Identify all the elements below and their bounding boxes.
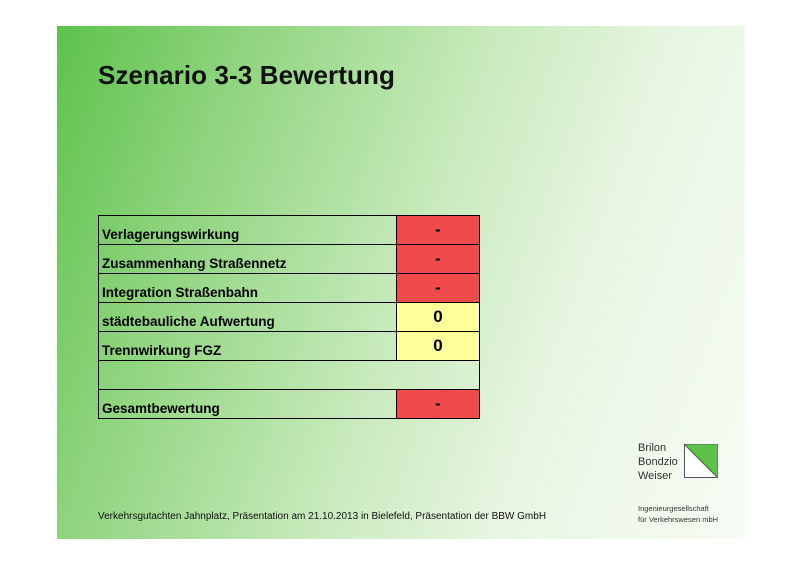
criterion-label: Trennwirkung FGZ (99, 332, 397, 361)
company-line: Ingenieurgesellschaft (638, 504, 709, 513)
total-rating: - (397, 390, 480, 419)
criterion-label: Verlagerungswirkung (99, 216, 397, 245)
criterion-label: städtebauliche Aufwertung (99, 303, 397, 332)
criterion-rating: - (397, 216, 480, 245)
table-row-spacer (99, 361, 480, 390)
criterion-label: Integration Straßenbahn (99, 274, 397, 303)
logo-line: Bondzio (638, 456, 678, 468)
table-row (99, 245, 480, 274)
company-logo-text (638, 441, 678, 483)
rating-table (98, 215, 480, 419)
criterion-rating: - (397, 274, 480, 303)
logo-line: Weiser (638, 470, 673, 482)
spacer-cell (99, 361, 480, 390)
table-row (99, 303, 480, 332)
criterion-label: Zusammenhang Straßennetz (99, 245, 397, 274)
total-label: Gesamtbewertung (99, 390, 397, 419)
slide-title: Szenario 3-3 Bewertung (98, 60, 395, 90)
criterion-rating: 0 (397, 332, 480, 361)
logo-line: Brilon (638, 442, 667, 454)
company-name (638, 503, 718, 525)
slide-footer: Verkehrsgutachten Jahnplatz, Präsentation am 21.10.2013 in Bielefeld, Präsentation der BBW GmbH (98, 511, 547, 522)
table-row (99, 216, 480, 245)
logo-mark-icon (684, 444, 718, 478)
company-line: für Verkehrswesen mbH (638, 515, 719, 524)
criterion-rating: 0 (397, 303, 480, 332)
criterion-rating: - (397, 245, 480, 274)
table-row (99, 332, 480, 361)
table-row (99, 274, 480, 303)
table-row-total (99, 390, 480, 419)
